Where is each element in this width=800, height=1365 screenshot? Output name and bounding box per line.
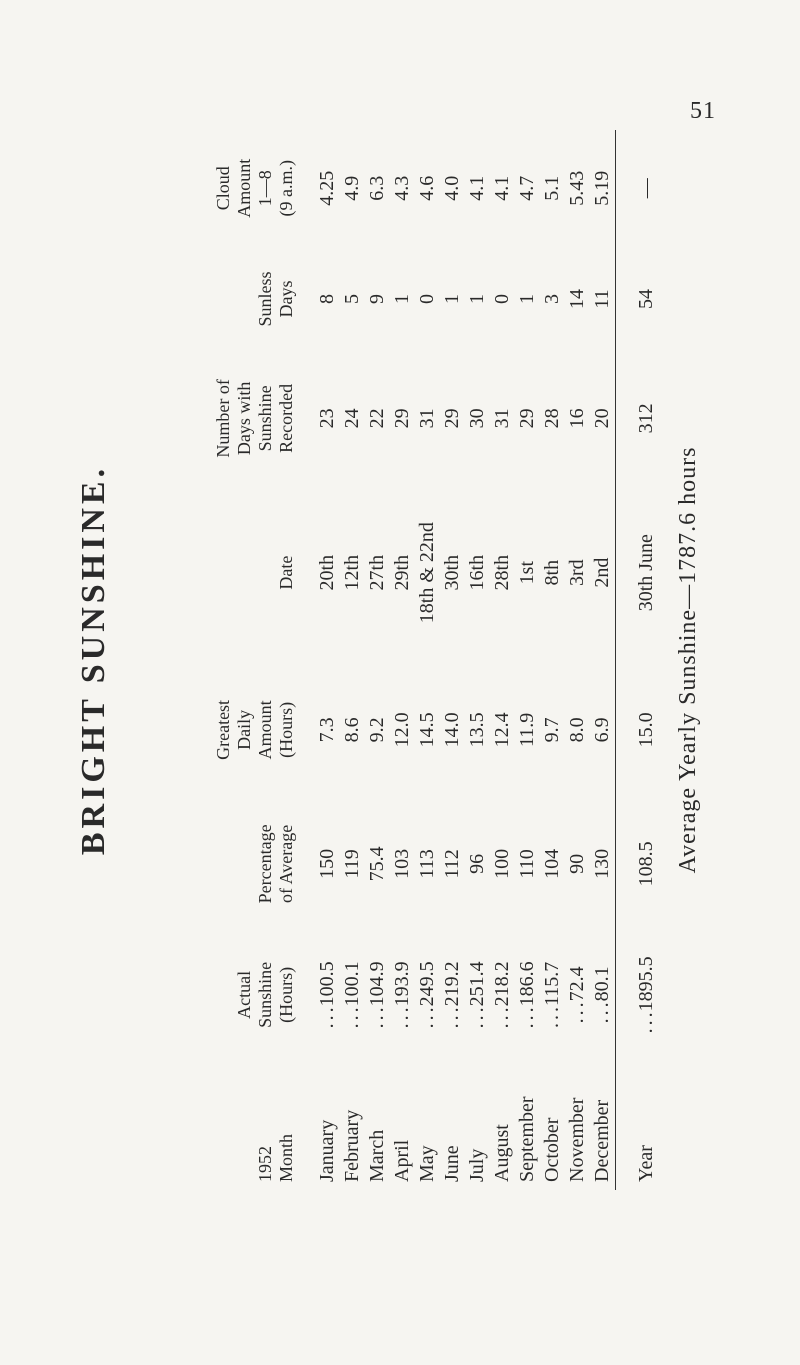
actual-sunshine-value: 186.6 bbox=[516, 961, 538, 1007]
month-cell: August bbox=[491, 1124, 513, 1182]
header-month: 1952 Month bbox=[255, 1133, 296, 1182]
header-days-with-sunshine: Number of Days with Sunshine Recorded bbox=[213, 379, 296, 458]
days-with-sunshine-cell: 16 bbox=[566, 408, 588, 429]
percentage-cell: 104 bbox=[541, 848, 563, 879]
actual-sunshine-cell bbox=[390, 928, 415, 1062]
percentage-cell: 112 bbox=[441, 849, 463, 879]
header-actual-sunshine: Actual Sunshine (Hours) bbox=[234, 961, 296, 1028]
greatest-daily-cell: 8.6 bbox=[341, 717, 363, 743]
sunless-days-cell: 0 bbox=[491, 293, 513, 304]
date-cell: 27th bbox=[366, 554, 388, 591]
actual-sunshine-value: 115.7 bbox=[541, 961, 563, 1007]
month-cell: January bbox=[316, 1119, 338, 1182]
actual-sunshine-cell bbox=[307, 928, 340, 1062]
days-with-sunshine-cell: 20 bbox=[591, 408, 613, 429]
month-cell: December bbox=[591, 1099, 613, 1182]
month-cell: February bbox=[341, 1109, 363, 1182]
table-row bbox=[590, 130, 616, 1190]
date-cell: 29th bbox=[391, 554, 413, 591]
actual-sunshine-cell bbox=[590, 928, 616, 1062]
actual-sunshine-value: 104.9 bbox=[366, 961, 388, 1007]
leader-dots: ... bbox=[491, 1004, 513, 1029]
header-date: Date bbox=[276, 555, 296, 590]
sunshine-table bbox=[205, 130, 659, 1190]
actual-sunshine-value: 72.4 bbox=[566, 966, 588, 1002]
table-row bbox=[415, 130, 440, 1190]
days-with-sunshine-cell: 22 bbox=[366, 408, 388, 429]
leader-dots: ... bbox=[566, 999, 588, 1024]
sunless-days-cell: 11 bbox=[591, 289, 613, 309]
greatest-daily-cell: 12.0 bbox=[391, 712, 413, 748]
cloud-amount-cell: 6.3 bbox=[366, 175, 388, 201]
cloud-amount-cell: 5.19 bbox=[591, 170, 613, 206]
percentage-cell: 150 bbox=[316, 848, 338, 879]
greatest-daily-cell: 9.7 bbox=[541, 717, 563, 743]
cloud-amount-cell: 4.7 bbox=[516, 175, 538, 201]
sunless-days-cell: 9 bbox=[366, 293, 388, 304]
table-row bbox=[390, 130, 415, 1190]
year-label: Year bbox=[616, 1062, 660, 1190]
actual-sunshine-cell bbox=[515, 928, 540, 1062]
percentage-cell: 96 bbox=[466, 853, 488, 874]
year-percentage: 108.5 bbox=[616, 800, 660, 928]
actual-sunshine-cell bbox=[540, 928, 565, 1062]
greatest-daily-cell: 14.5 bbox=[416, 712, 438, 748]
actual-sunshine-value: 219.2 bbox=[441, 961, 463, 1007]
greatest-daily-cell: 11.9 bbox=[516, 712, 538, 748]
table-row bbox=[465, 130, 490, 1190]
table-row bbox=[515, 130, 540, 1190]
date-cell: 28th bbox=[491, 554, 513, 591]
sunless-days-cell: 1 bbox=[516, 293, 538, 304]
year-days: 312 bbox=[616, 351, 660, 485]
actual-sunshine-value: 193.9 bbox=[391, 961, 413, 1007]
days-with-sunshine-cell: 31 bbox=[491, 408, 513, 429]
page-heading: BRIGHT SUNSHINE. bbox=[75, 464, 112, 856]
date-cell: 18th & 22nd bbox=[416, 522, 438, 624]
percentage-cell: 113 bbox=[416, 849, 438, 879]
actual-sunshine-cell bbox=[440, 928, 465, 1062]
leader-dots: ... bbox=[416, 1004, 438, 1029]
greatest-daily-cell: 7.3 bbox=[316, 717, 338, 743]
percentage-cell: 103 bbox=[391, 848, 413, 879]
table-header-row bbox=[205, 130, 307, 1190]
days-with-sunshine-cell: 30 bbox=[466, 408, 488, 429]
cloud-amount-cell: 4.25 bbox=[316, 170, 338, 206]
month-cell: April bbox=[391, 1139, 413, 1182]
actual-sunshine-value: 249.5 bbox=[416, 961, 438, 1007]
cloud-amount-cell: 4.9 bbox=[341, 175, 363, 201]
date-cell: 1st bbox=[516, 561, 538, 585]
date-cell: 12th bbox=[341, 554, 363, 591]
days-with-sunshine-cell: 23 bbox=[316, 408, 338, 429]
leader-dots: ... bbox=[541, 1004, 563, 1029]
sunless-days-cell: 0 bbox=[416, 293, 438, 304]
month-cell: October bbox=[541, 1117, 563, 1182]
sunless-days-cell: 8 bbox=[316, 293, 338, 304]
cloud-amount-cell: 4.1 bbox=[491, 175, 513, 201]
actual-sunshine-cell bbox=[465, 928, 490, 1062]
sunless-days-cell: 1 bbox=[391, 293, 413, 304]
year-total-row bbox=[616, 130, 660, 1190]
greatest-daily-cell: 12.4 bbox=[491, 712, 513, 748]
cloud-amount-cell: 5.1 bbox=[541, 175, 563, 201]
leader-dots: ... bbox=[391, 1004, 413, 1029]
leader-dots: ... bbox=[591, 999, 613, 1024]
greatest-daily-cell: 6.9 bbox=[591, 717, 613, 743]
date-cell: 2nd bbox=[591, 557, 613, 588]
date-cell: 3rd bbox=[566, 559, 588, 587]
sunless-days-cell: 14 bbox=[566, 288, 588, 309]
actual-sunshine-cell bbox=[415, 928, 440, 1062]
year-sunless: 54 bbox=[616, 247, 660, 352]
percentage-cell: 119 bbox=[341, 849, 363, 879]
days-with-sunshine-cell: 28 bbox=[541, 408, 563, 429]
month-cell: July bbox=[466, 1148, 488, 1182]
greatest-daily-cell: 13.5 bbox=[466, 712, 488, 748]
month-cell: March bbox=[366, 1129, 388, 1182]
table-row bbox=[490, 130, 515, 1190]
actual-sunshine-value: 80.1 bbox=[591, 966, 613, 1002]
percentage-cell: 130 bbox=[591, 848, 613, 879]
table-row bbox=[365, 130, 390, 1190]
actual-sunshine-value: 251.4 bbox=[466, 961, 488, 1007]
year-actual: ...1895.5 bbox=[616, 928, 660, 1062]
days-with-sunshine-cell: 29 bbox=[441, 408, 463, 429]
table-row bbox=[540, 130, 565, 1190]
date-cell: 16th bbox=[466, 554, 488, 591]
leader-dots: ... bbox=[316, 1004, 338, 1029]
rotated-page-content bbox=[75, 85, 725, 1235]
sunless-days-cell: 3 bbox=[541, 293, 563, 304]
table-body bbox=[307, 130, 659, 1190]
table-row bbox=[565, 130, 590, 1190]
average-yearly-sunshine-note: Average Yearly Sunshine—1787.6 hours bbox=[675, 446, 701, 874]
sunless-days-cell: 1 bbox=[441, 293, 463, 304]
actual-sunshine-value: 100.5 bbox=[316, 961, 338, 1007]
table-row bbox=[440, 130, 465, 1190]
cloud-amount-cell: 5.43 bbox=[566, 170, 588, 206]
leader-dots: ... bbox=[516, 1004, 538, 1029]
sunless-days-cell: 1 bbox=[466, 293, 488, 304]
greatest-daily-cell: 9.2 bbox=[366, 717, 388, 743]
days-with-sunshine-cell: 31 bbox=[416, 408, 438, 429]
actual-sunshine-cell bbox=[565, 928, 590, 1062]
percentage-cell: 90 bbox=[566, 853, 588, 874]
sunless-days-cell: 5 bbox=[341, 293, 363, 304]
table-row bbox=[340, 130, 365, 1190]
actual-sunshine-cell bbox=[340, 928, 365, 1062]
leader-dots: ... bbox=[466, 1004, 488, 1029]
days-with-sunshine-cell: 24 bbox=[341, 408, 363, 429]
header-percentage-of-average: Percentage of Average bbox=[255, 824, 296, 904]
cloud-amount-cell: 4.6 bbox=[416, 175, 438, 201]
date-cell: 30th bbox=[441, 554, 463, 591]
header-cloud-amount: Cloud Amount 1—8 (9 a.m.) bbox=[213, 158, 296, 218]
table-row bbox=[307, 130, 340, 1190]
actual-sunshine-value: 100.1 bbox=[341, 961, 363, 1007]
page-number: 51 bbox=[690, 98, 716, 124]
month-cell: May bbox=[416, 1145, 438, 1182]
actual-sunshine-cell bbox=[365, 928, 390, 1062]
date-cell: 8th bbox=[541, 559, 563, 586]
leader-dots: ... bbox=[366, 1004, 388, 1029]
actual-sunshine-cell bbox=[490, 928, 515, 1062]
month-cell: September bbox=[516, 1096, 538, 1182]
year-greatest: 15.0 bbox=[616, 660, 660, 800]
days-with-sunshine-cell: 29 bbox=[391, 408, 413, 429]
days-with-sunshine-cell: 29 bbox=[516, 408, 538, 429]
month-cell: June bbox=[441, 1145, 463, 1182]
year-date: 30th June bbox=[616, 485, 660, 660]
cloud-amount-cell: 4.1 bbox=[466, 175, 488, 201]
cloud-amount-cell: 4.0 bbox=[441, 175, 463, 201]
greatest-daily-cell: 14.0 bbox=[441, 712, 463, 748]
actual-sunshine-value: 218.2 bbox=[491, 961, 513, 1007]
percentage-cell: 75.4 bbox=[366, 846, 388, 882]
year-cloud: — bbox=[616, 130, 660, 247]
percentage-cell: 100 bbox=[491, 848, 513, 879]
leader-dots: ... bbox=[341, 1004, 363, 1029]
percentage-cell: 110 bbox=[516, 849, 538, 879]
header-sunless-days: Sunless Days bbox=[255, 271, 296, 327]
leader-dots: ... bbox=[441, 1004, 463, 1029]
greatest-daily-cell: 8.0 bbox=[566, 717, 588, 743]
cloud-amount-cell: 4.3 bbox=[391, 175, 413, 201]
month-cell: November bbox=[566, 1097, 588, 1182]
header-greatest-daily-amount: Greatest Daily Amount (Hours) bbox=[213, 699, 296, 760]
date-cell: 20th bbox=[316, 554, 338, 591]
